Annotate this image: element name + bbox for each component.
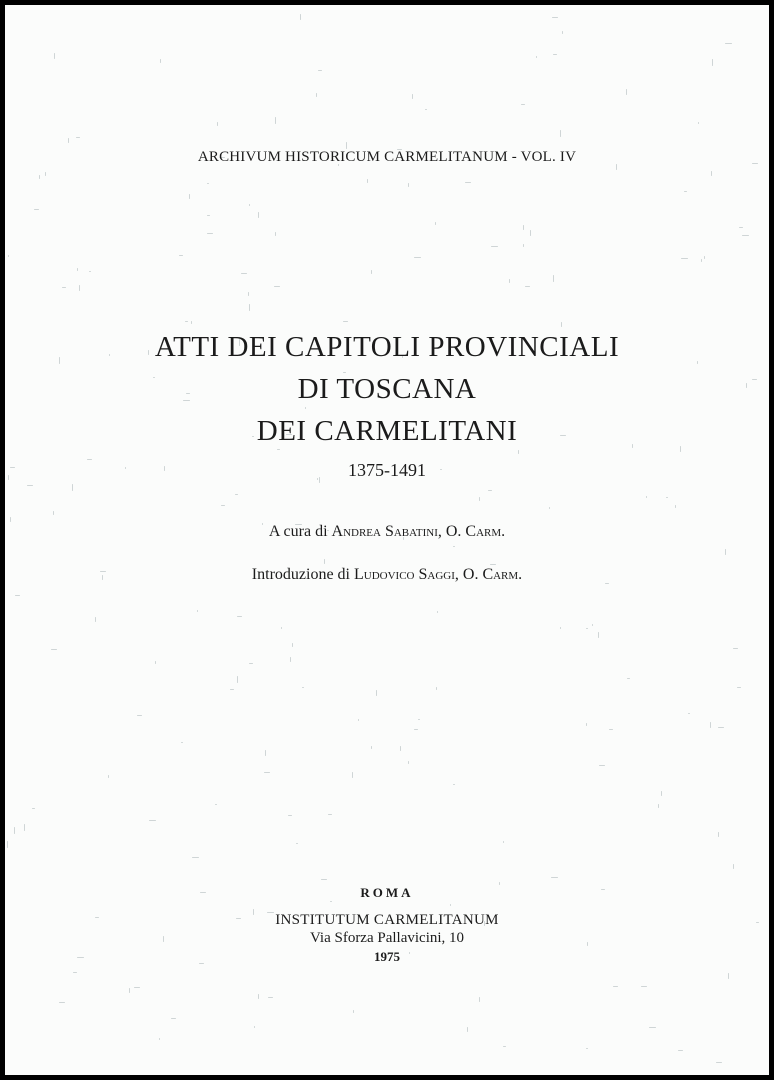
paper-speck	[666, 497, 668, 498]
paper-speck	[739, 227, 743, 228]
paper-speck	[77, 268, 78, 271]
paper-speck	[290, 657, 291, 662]
paper-speck	[414, 729, 418, 730]
paper-speck	[425, 109, 427, 110]
paper-speck	[249, 304, 250, 311]
paper-speck	[275, 232, 276, 236]
paper-speck	[367, 179, 368, 183]
series-line: ARCHIVUM HISTORICUM CARMELITANUM - VOL. IV	[197, 149, 577, 165]
paper-speck	[346, 142, 347, 149]
paper-speck	[10, 517, 11, 522]
paper-speck	[207, 233, 213, 234]
paper-speck	[160, 59, 161, 63]
paper-speck	[641, 986, 647, 987]
paper-speck	[59, 1002, 65, 1003]
paper-speck	[237, 676, 238, 683]
paper-speck	[197, 610, 198, 612]
paper-speck	[613, 986, 618, 987]
paper-speck	[525, 286, 530, 287]
paper-speck	[701, 259, 702, 262]
paper-speck	[586, 1048, 588, 1049]
paper-speck	[599, 765, 605, 766]
paper-speck	[316, 93, 317, 97]
paper-speck	[189, 194, 190, 199]
paper-speck	[453, 546, 455, 547]
paper-speck	[328, 814, 332, 815]
paper-speck	[34, 209, 39, 210]
paper-speck	[371, 270, 372, 274]
paper-speck	[626, 89, 627, 95]
title-line-3: DEI CARMELITANI	[256, 415, 518, 447]
paper-speck	[15, 595, 20, 596]
paper-speck	[551, 877, 558, 878]
paper-speck	[27, 485, 33, 486]
paper-speck	[400, 746, 401, 751]
imprint-address: Via Sforza Pallavicini, 10	[309, 930, 465, 946]
paper-speck	[76, 137, 80, 138]
paper-speck	[149, 820, 156, 821]
paper-speck	[24, 824, 25, 831]
paper-speck	[560, 627, 561, 629]
paper-speck	[716, 1062, 722, 1063]
paper-speck	[300, 14, 301, 20]
title-dates: 1375-1491	[348, 460, 426, 480]
paper-speck	[465, 182, 471, 183]
paper-speck	[62, 287, 66, 288]
paper-speck	[414, 257, 421, 258]
paper-speck	[725, 43, 732, 44]
paper-speck	[408, 761, 409, 764]
paper-speck	[698, 122, 699, 124]
paper-speck	[352, 772, 353, 778]
paper-speck	[503, 841, 504, 843]
paper-speck	[179, 255, 183, 256]
paper-speck	[89, 271, 91, 272]
paper-speck	[412, 94, 413, 99]
paper-speck	[215, 804, 217, 805]
paper-speck	[503, 1046, 506, 1047]
paper-speck	[523, 244, 524, 247]
paper-speck	[609, 729, 613, 730]
paper-speck	[467, 1027, 468, 1032]
paper-speck	[661, 791, 662, 796]
paper-speck	[53, 511, 54, 515]
paper-speck	[737, 687, 741, 688]
paper-speck	[710, 722, 711, 728]
paper-speck	[292, 643, 293, 647]
paper-speck	[627, 678, 630, 679]
paper-speck	[586, 723, 587, 726]
paper-speck	[681, 258, 688, 259]
paper-speck	[321, 879, 327, 880]
paper-speck	[330, 901, 332, 902]
paper-speck	[79, 285, 80, 291]
paper-speck	[265, 750, 266, 756]
paper-speck	[108, 775, 109, 778]
paper-speck	[207, 215, 210, 216]
paper-speck	[523, 225, 524, 230]
paper-speck	[649, 1027, 656, 1028]
paper-speck	[553, 54, 557, 55]
paper-speck	[490, 564, 496, 565]
title-line-1: ATTI DEI CAPITOLI PROVINCIALI	[154, 331, 620, 363]
paper-speck	[54, 53, 55, 59]
paper-speck	[675, 505, 676, 508]
paper-speck	[358, 719, 359, 721]
title-page	[5, 5, 769, 1075]
paper-speck	[249, 663, 253, 664]
introduction-credit	[5, 566, 769, 584]
paper-speck	[68, 138, 69, 143]
paper-speck	[185, 321, 188, 322]
paper-speck	[302, 687, 304, 688]
paper-speck	[221, 505, 225, 506]
paper-speck	[435, 222, 436, 225]
paper-speck	[718, 832, 719, 837]
paper-speck	[258, 994, 259, 999]
imprint-year: 1975	[374, 949, 400, 964]
editor-prefix: A cura di	[268, 523, 328, 540]
paper-speck	[725, 549, 726, 555]
paper-speck	[408, 183, 409, 187]
paper-speck	[248, 292, 249, 296]
paper-speck	[72, 484, 73, 491]
paper-speck	[658, 804, 659, 808]
paper-speck	[592, 624, 593, 626]
paper-speck	[646, 496, 647, 498]
paper-speck	[518, 450, 519, 454]
paper-speck	[275, 117, 276, 124]
paper-speck	[264, 772, 270, 773]
editor-credit	[5, 523, 769, 541]
paper-speck	[230, 689, 234, 690]
paper-speck	[728, 973, 729, 979]
paper-speck	[134, 987, 140, 988]
paper-speck	[684, 191, 687, 192]
paper-speck	[159, 1038, 160, 1040]
paper-speck	[376, 690, 377, 696]
paper-speck	[191, 321, 192, 324]
paper-speck	[688, 713, 690, 714]
paper-speck	[436, 687, 437, 690]
paper-speck	[95, 617, 96, 622]
paper-speck	[711, 171, 712, 176]
paper-speck	[718, 727, 724, 728]
paper-speck	[371, 746, 372, 749]
paper-speck	[129, 988, 130, 993]
imprint-city: ROMA	[360, 885, 414, 900]
paper-speck	[598, 632, 599, 638]
paper-speck	[32, 808, 35, 809]
paper-speck	[562, 31, 563, 34]
paper-speck	[155, 661, 156, 664]
paper-speck	[274, 286, 280, 287]
paper-speck	[530, 230, 531, 236]
paper-speck	[560, 130, 561, 137]
paper-speck	[281, 627, 282, 629]
paper-speck	[192, 857, 199, 858]
paper-speck	[288, 815, 292, 816]
paper-speck	[171, 1018, 176, 1019]
paper-speck	[552, 17, 558, 18]
paper-speck	[237, 616, 242, 617]
paper-speck	[453, 784, 455, 785]
paper-speck	[549, 507, 550, 509]
paper-speck	[536, 56, 537, 58]
paper-speck	[488, 490, 492, 491]
paper-speck	[296, 843, 298, 844]
paper-speck	[277, 449, 280, 450]
paper-speck	[51, 649, 57, 650]
paper-speck	[39, 175, 40, 179]
paper-speck	[450, 904, 451, 906]
paper-speck	[249, 204, 250, 206]
paper-speck	[491, 246, 498, 247]
paper-speck	[586, 628, 588, 629]
paper-speck	[343, 321, 348, 322]
paper-speck	[324, 559, 325, 564]
paper-speck	[254, 1026, 255, 1028]
paper-speck	[418, 719, 420, 720]
title-line-2: DI TOSCANA	[297, 373, 477, 405]
editor-name: Andrea Sabatini, O. Carm.	[331, 523, 506, 540]
paper-speck	[353, 1010, 354, 1013]
paper-speck	[207, 183, 209, 184]
paper-speck	[45, 172, 46, 176]
paper-speck	[137, 715, 142, 716]
paper-speck	[258, 212, 259, 218]
paper-speck	[553, 275, 554, 282]
paper-speck	[678, 1050, 683, 1051]
paper-speck	[479, 497, 480, 501]
paper-speck	[14, 827, 15, 834]
paper-speck	[73, 972, 77, 973]
paper-speck	[305, 407, 306, 409]
paper-speck	[241, 273, 247, 274]
paper-speck	[733, 864, 734, 869]
paper-speck	[479, 997, 480, 1002]
paper-speck	[742, 235, 749, 236]
paper-speck	[8, 255, 9, 257]
paper-speck	[181, 742, 183, 743]
paper-speck	[712, 59, 713, 66]
paper-speck	[733, 648, 738, 649]
paper-speck	[437, 611, 438, 613]
paper-speck	[235, 494, 238, 495]
introduction-author: Ludovico Saggi, O. Carm.	[354, 566, 523, 583]
paper-speck	[521, 104, 525, 105]
paper-speck	[509, 279, 510, 283]
paper-speck	[268, 997, 273, 998]
paper-speck	[318, 70, 322, 71]
introduction-prefix: Introduzione di	[251, 566, 350, 583]
paper-speck	[704, 256, 705, 259]
paper-speck	[217, 122, 218, 126]
paper-speck	[7, 841, 8, 848]
imprint-publisher: INSTITUTUM CARMELITANUM	[275, 912, 499, 928]
paper-speck	[561, 322, 562, 327]
